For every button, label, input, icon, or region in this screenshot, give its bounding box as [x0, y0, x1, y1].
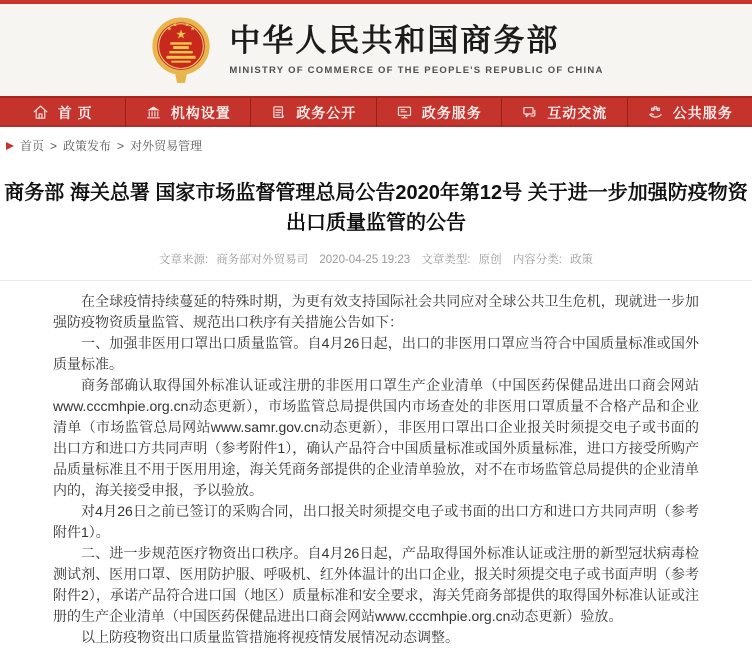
china-national-emblem-icon [148, 15, 214, 85]
nav-item-interaction[interactable] [501, 98, 627, 127]
article-paragraph: 二、进一步规范医疗物资出口秩序。自4月26日起，产品取得国外标准认证或注册的新型冠状病毒检测试剂、医用口罩、医用防护服、呼吸机、红外体温计的出口企业，报关时须提交电子或书面声明（参考附件2），承诺产品符合进口国（地区）质量标准和安全要求，海关凭商务部提供的取得国外标准认证或注册的生产企业清单（中国医药保健品进出口商会网站www.cccmhpie.org.cn动态更新）验放。 [53, 543, 699, 627]
svg-text:★: ★ [185, 22, 190, 29]
nav-item-orgs[interactable] [125, 98, 251, 127]
svg-text:★: ★ [190, 26, 195, 33]
article-meta [0, 251, 752, 281]
home-icon [32, 104, 49, 121]
svg-text:★: ★ [176, 27, 187, 41]
institution-icon [145, 104, 162, 121]
breadcrumb-item-home[interactable]: 首页 [20, 137, 44, 154]
nav-item-home[interactable] [0, 98, 125, 127]
article-source-label: 文章来源: [159, 254, 208, 266]
monitor-icon [396, 104, 413, 121]
article-type-label: 文章类型: [421, 254, 470, 266]
article-category-value: 政策 [570, 254, 593, 266]
nav-item-label: 互动交流 [547, 103, 607, 123]
article-type-value: 原创 [479, 254, 502, 266]
service-hand-icon [647, 104, 664, 121]
nav-item-label: 政务公开 [296, 103, 356, 123]
breadcrumb-arrow-icon [6, 142, 14, 150]
breadcrumb [0, 127, 752, 162]
site-subtitle: MINISTRY OF COMMERCE OF THE PEOPLE'S REPUBLIC OF CHINA [229, 65, 603, 76]
article-paragraph: 对4月26日之前已签订的采购合同，出口报关时须提交电子或书面的出口方和进口方共同声明（参考附件1）。 [53, 501, 699, 543]
article-paragraph: 在全球疫情持续蔓延的特殊时期，为更有效支持国际社会共同应对全球公共卫生危机，现就进一步加强防疫物资质量监管、规范出口秩序有关措施公告如下： [53, 291, 699, 333]
chat-icon [521, 104, 538, 121]
article-paragraph: 商务部确认取得国外标准认证或注册的非医用口罩生产企业清单（中国医药保健品进出口商会网站www.cccmhpie.org.cn动态更新），市场监管总局提供国内市场查处的非医用口罩质量不合格产品和企业清单（市场监管总局网站www.samr.gov.cn动态更新），非医用口罩出口企业报关时须提交电子或书面的出口方和进口方共同声明（参考附件1），确认产品符合中国质量标准或国外质量标准，进口方接受所购产品质量标准且不用于医用用途，海关凭商务部提供的企业清单验放，对不在市场监管总局提供的企业清单内的，海关接受申报，予以验放。 [53, 375, 699, 501]
article-datetime: 2020-04-25 19:23 [319, 254, 410, 266]
nav-item-label: 机构设置 [171, 103, 231, 123]
article-category-label: 内容分类: [513, 254, 562, 266]
article-paragraph: 一、加强非医用口罩出口质量监管。自4月26日起，出口的非医用口罩应当符合中国质量标准或国外质量标准。 [53, 333, 699, 375]
svg-text:★: ★ [167, 26, 172, 33]
document-icon [270, 104, 287, 121]
nav-item-public-services[interactable] [627, 98, 752, 127]
nav-item-label: 首 页 [58, 103, 93, 123]
nav-item-label: 公共服务 [673, 103, 733, 123]
article-title: 商务部 海关总署 国家市场监督管理总局公告2020年第12号 关于进一步加强防疫物资出口质量监管的公告 [4, 178, 748, 238]
svg-text:★: ★ [173, 22, 178, 29]
article-paragraph: 以上防疫物资出口质量监管措施将视疫情发展情况动态调整。 [53, 627, 699, 648]
nav-item-gov-services[interactable] [376, 98, 502, 127]
breadcrumb-separator: > [117, 139, 124, 153]
breadcrumb-separator: > [50, 139, 57, 153]
nav-item-gov-disclosure[interactable] [250, 98, 376, 127]
site-header [0, 4, 752, 96]
nav-item-label: 政务服务 [422, 103, 482, 123]
site-title: 中华人民共和国商务部 [229, 24, 603, 58]
site-title-block [229, 24, 603, 75]
breadcrumb-item-foreign-trade[interactable]: 对外贸易管理 [130, 137, 202, 154]
main-nav [0, 96, 752, 127]
breadcrumb-item-policy[interactable]: 政策发布 [63, 137, 111, 154]
article-source-value: 商务部对外贸易司 [216, 254, 308, 266]
article-body [0, 281, 752, 648]
